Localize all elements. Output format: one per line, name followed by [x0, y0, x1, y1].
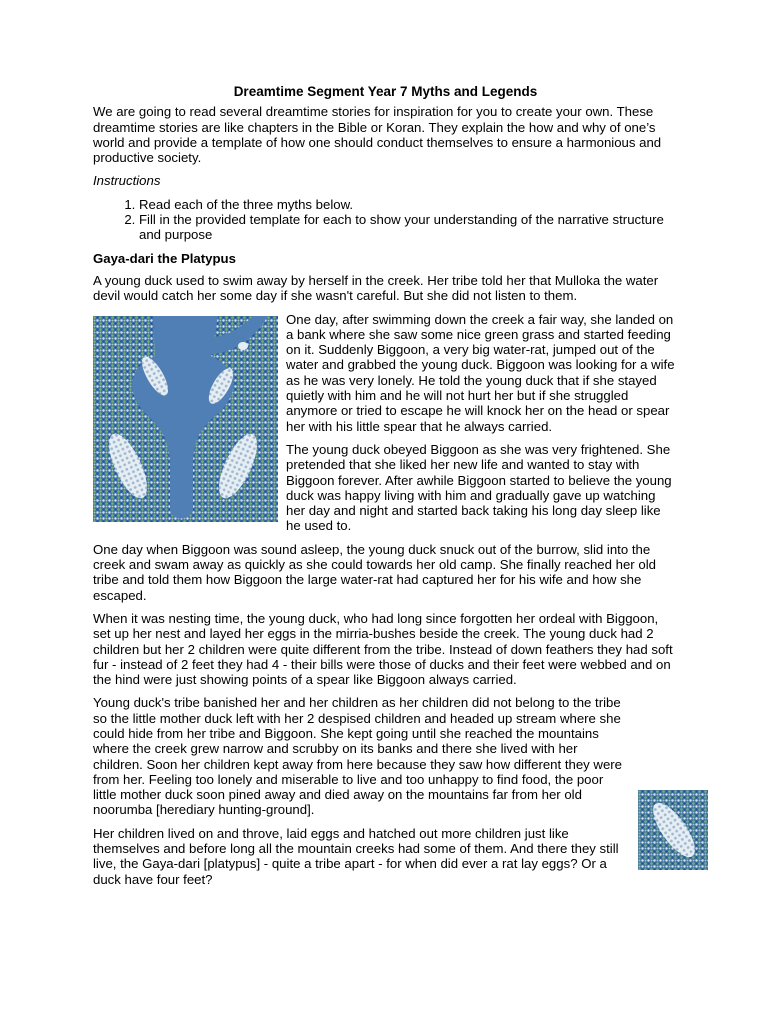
story-paragraph: One day, after swimming down the creek a fair way, she landed on a bank where she saw some nice green grass and started feeding on it. Suddenly Biggoon, a very big water-rat, jumped out of the water and grabbed the young duck. Biggoon was looking for a wife as he was very lonely. He told the young duck that if she stayed quietly with him and he will not hurt her but if she struggled anymore or tried to escape he will knock her on the head or spear her with his little spear that he always carried.	[286, 311, 675, 434]
platypus-mosaic-image	[93, 316, 278, 522]
story-paragraph: The young duck obeyed Biggoon as she was very frightened. She pretended that she liked her new life and wanted to stay with Biggoon forever. After awhile Biggoon started to believe the young duck was happy living with him and gradually gave up watching her day and night and started back taking his long day sleep like he used to.	[286, 441, 672, 534]
story-paragraph: One day when Biggoon was sound asleep, the young duck snuck out of the burrow, slid into the creek and swam away as quickly as she could towards her old camp. She finally reached her old tribe and told them how Biggoon the large water-rat had captured her for his wife and how she escaped.	[93, 541, 656, 603]
story-title: Gaya-dari the Platypus	[93, 250, 236, 266]
instructions-list	[93, 197, 678, 243]
story-paragraph: Her children lived on and throve, laid eggs and hatched out more children just like themselves and before long all the mountain creeks had some of them. And there they still live, the Gaya-dari [platypus] - quite a tribe apart - for when did ever a rat lay eggs? Or a duck have four feet?	[93, 825, 619, 887]
small-mosaic-image	[638, 790, 708, 870]
story-paragraph: A young duck used to swim away by herself in the creek. Her tribe told her that Mulloka the water devil would catch her some day if she wasn't careful. But she did not listen to them.	[93, 272, 659, 304]
story-paragraph: When it was nesting time, the young duck, who had long since forgotten her ordeal with Biggoon, set up her nest and layed her eggs in the mirria-bushes beside the creek. The young duck had 2 children but her 2 children were quite different from the tribe. Instead of down feathers they had soft fur - instead of 2 feet they had 4 - their bills were those of ducks and their feet were webbed and on the hind were just showing points of a spear like Biggoon always carried.	[93, 610, 673, 688]
instruction-item: 1. Read each of the three myths below.	[139, 197, 678, 212]
instruction-item: 2. Fill in the provided template for each to show your understanding of the narrative structure and purpose	[139, 212, 678, 243]
instructions-heading: Instructions	[93, 173, 161, 189]
document-page	[93, 84, 678, 895]
page-title: Dreamtime Segment Year 7 Myths and Legends	[233, 84, 538, 99]
intro-paragraph: We are going to read several dreamtime stories for inspiration for you to create your own. These dreamtime stories are like chapters in the Bible or Koran. They explain the how and why of one’s world and provide a template of how one should conduct themselves to ensure a harmonious and productive society.	[93, 104, 662, 166]
story-paragraph: Young duck's tribe banished her and her children as her children did not belong to the tribe so the little mother duck left with her 2 despised children and headed up stream where she could hide from her tribe and Biggoon. She kept going until she reached the mountains where the creek grew narrow and scrubby on its banks and there she lived with her children. Soon her children kept away from here because they saw how different they were from her. Feeling too lonely and miserable to live and too unhappy to find food, the poor little mother duck soon pined away and died away on the mountains far from her old noorumba [herediary hunting-ground].	[93, 695, 623, 818]
